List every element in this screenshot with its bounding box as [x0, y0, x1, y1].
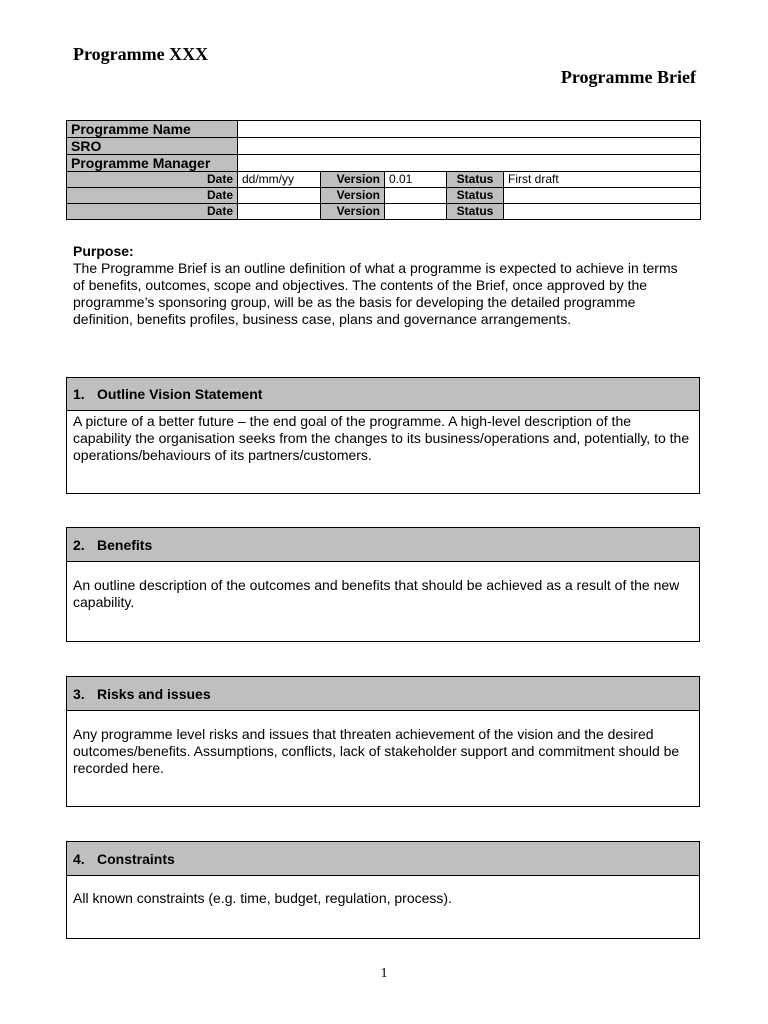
date-label: Date: [67, 204, 238, 220]
version-value[interactable]: 0.01: [385, 172, 447, 188]
section-body[interactable]: All known constraints (e.g. time, budget, regulation, process).: [73, 890, 452, 906]
version-label: Version: [321, 204, 385, 220]
section-title: Outline Vision Statement: [97, 386, 263, 402]
sro-label: SRO: [67, 138, 238, 155]
table-row: [67, 121, 701, 138]
section-number: 4.: [73, 850, 85, 867]
version-value[interactable]: [385, 188, 447, 204]
status-label: Status: [447, 172, 504, 188]
status-value[interactable]: First draft: [504, 172, 701, 188]
section-header: [67, 842, 699, 876]
section-constraints: [66, 841, 700, 939]
section-number: 3.: [73, 685, 85, 702]
date-value[interactable]: [238, 188, 321, 204]
page-number: 1: [380, 966, 388, 981]
sro-value[interactable]: [238, 138, 701, 155]
section-body[interactable]: An outline description of the outcomes and benefits that should be achieved as a result of the new capability.: [73, 577, 680, 610]
document-subtitle: Programme Brief: [560, 67, 696, 87]
date-value[interactable]: dd/mm/yy: [238, 172, 321, 188]
section-header: [67, 378, 699, 411]
section-body[interactable]: A picture of a better future – the end goal of the programme. A high-level description of the capability the organisation seeks from the changes to its business/operations and, potentially, to the operations/behaviours of its partners/customers.: [73, 413, 690, 463]
date-label: Date: [67, 188, 238, 204]
date-value[interactable]: [238, 204, 321, 220]
table-row: [67, 172, 701, 188]
table-row: [67, 138, 701, 155]
status-label: Status: [447, 204, 504, 220]
version-label: Version: [321, 188, 385, 204]
table-row: [67, 204, 701, 220]
status-label: Status: [447, 188, 504, 204]
section-header: [67, 528, 699, 562]
section-title: Benefits: [97, 536, 153, 553]
section-outline-vision: [66, 377, 700, 494]
status-value[interactable]: [504, 204, 701, 220]
programme-manager-label: Programme Manager: [67, 155, 238, 172]
programme-manager-value[interactable]: [238, 155, 701, 172]
section-number: 2.: [73, 536, 85, 553]
programme-info-table: [66, 120, 701, 220]
section-number: 1.: [73, 386, 85, 402]
section-header: [67, 677, 699, 711]
purpose-block: [73, 243, 693, 328]
table-row: [67, 155, 701, 172]
table-row: [67, 188, 701, 204]
date-label: Date: [67, 172, 238, 188]
section-body[interactable]: Any programme level risks and issues that threaten achievement of the vision and the desired outcomes/benefits. Assumptions, conflicts, lack of stakeholder support and commitment should be recorded here.: [73, 726, 680, 776]
purpose-text: The Programme Brief is an outline definition of what a programme is expected to achieve in terms of benefits, outcomes, scope and objectives. The contents of the Brief, once approved by the programme’s sponsoring group, will be as the basis for developing the detailed programme definition, benefits profiles, business case, plans and governance arrangements.: [73, 260, 678, 327]
purpose-heading: Purpose:: [73, 243, 134, 259]
version-value[interactable]: [385, 204, 447, 220]
programme-name-label: Programme Name: [67, 121, 238, 138]
section-risks-issues: [66, 676, 700, 807]
status-value[interactable]: [504, 188, 701, 204]
programme-name-value[interactable]: [238, 121, 701, 138]
section-title: Risks and issues: [97, 685, 211, 702]
section-title: Constraints: [97, 850, 175, 867]
version-label: Version: [321, 172, 385, 188]
section-benefits: [66, 527, 700, 642]
document-title: Programme XXX: [73, 44, 209, 64]
